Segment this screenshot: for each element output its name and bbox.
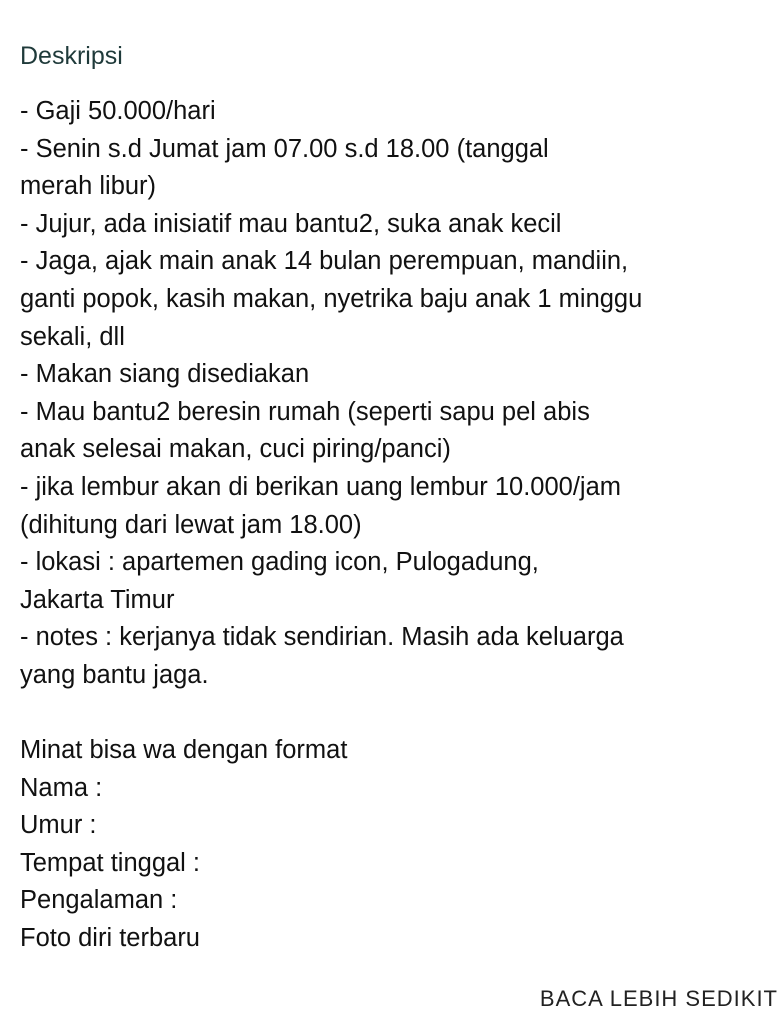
description-line: Minat bisa wa dengan format — [20, 736, 348, 765]
description-line: - Jujur, ada inisiatif mau bantu2, suka anak kecil — [20, 209, 562, 238]
read-less-link[interactable]: BACA LEBIH SEDIKIT — [539, 986, 778, 1011]
description-line: Tempat tinggal : — [20, 848, 201, 877]
description-line: - Senin s.d Jumat jam 07.00 s.d 18.00 (tanggal — [20, 134, 549, 163]
description-line: (dihitung dari lewat jam 18.00) — [20, 510, 362, 539]
description-line: yang bantu jaga. — [20, 660, 209, 689]
description-line: sekali, dll — [20, 322, 125, 351]
description-line: - Mau bantu2 beresin rumah (seperti sapu pel abis — [20, 397, 590, 426]
description-line: ganti popok, kasih makan, nyetrika baju anak 1 minggu — [20, 284, 643, 313]
description-line: - lokasi : apartemen gading icon, Pulogadung, — [20, 548, 539, 577]
description-line: Foto diri terbaru — [20, 924, 200, 953]
description-heading: Deskripsi — [20, 42, 123, 70]
description-body — [20, 93, 642, 958]
description-line: Jakarta Timur — [20, 585, 175, 614]
description-line: - Makan siang disediakan — [20, 360, 310, 389]
description-line: Pengalaman : — [20, 886, 178, 915]
description-line: - Gaji 50.000/hari — [20, 97, 216, 125]
description-line: Umur : — [20, 811, 97, 840]
description-line: anak selesai makan, cuci piring/panci) — [20, 435, 451, 464]
description-line: - jika lembur akan di berikan uang lembur 10.000/jam — [20, 472, 621, 501]
description-line — [20, 695, 642, 733]
description-line: Nama : — [20, 773, 103, 802]
description-line: - Jaga, ajak main anak 14 bulan perempuan, mandiin, — [20, 247, 629, 276]
description-line: - notes : kerjanya tidak sendirian. Masih ada keluarga — [20, 623, 624, 652]
description-line: merah libur) — [20, 172, 157, 201]
